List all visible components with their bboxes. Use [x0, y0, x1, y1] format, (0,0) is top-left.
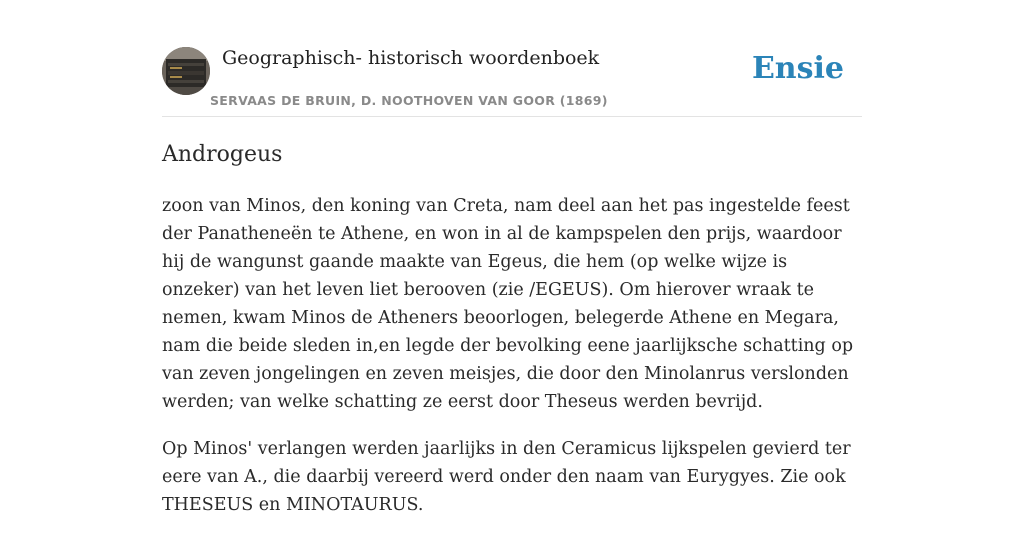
book-header	[162, 0, 862, 117]
entry-paragraph: Op Minos' verlangen werden jaarlijks in den Ceramicus lijkspelen gevierd ter eere van A., die daarbij vereerd werd onder den naam van Eurygyes. Zie ook THESEUS en MINOTAURUS.	[162, 439, 851, 515]
entry-body	[162, 192, 862, 538]
book-cover-icon[interactable]	[162, 47, 210, 95]
article-page	[162, 0, 862, 515]
book-authors-year: SERVAAS DE BRUIN, D. NOOTHOVEN VAN GOOR (1869)	[210, 93, 608, 108]
entry-paragraph: zoon van Minos, den koning van Creta, nam deel aan het pas ingestelde feest der Panatheneën te Athene, en won in al de kampspelen den prijs, waardoor hij de wangunst gaande maakte van Egeus, die hem (op welke wijze is onzeker) van het leven liet berooven (zie /EGEUS). Om hierover wraak te nemen, kwam Minos de Atheners beoorlogen, belegerde Athene en Megara, nam die beide sleden in,en legde der bevolking eene jaarlijksche schatting op van zeven jongelingen en zeven meisjes, die door den Minolanrus verslonden werden; van welke schatting ze eerst door Theseus werden bevrijd.	[162, 196, 854, 412]
book-title[interactable]: Geographisch- historisch woordenboek	[222, 47, 600, 69]
entry-title: Androgeus	[162, 142, 283, 167]
ensie-logo-link[interactable]: Ensie	[751, 51, 844, 86]
